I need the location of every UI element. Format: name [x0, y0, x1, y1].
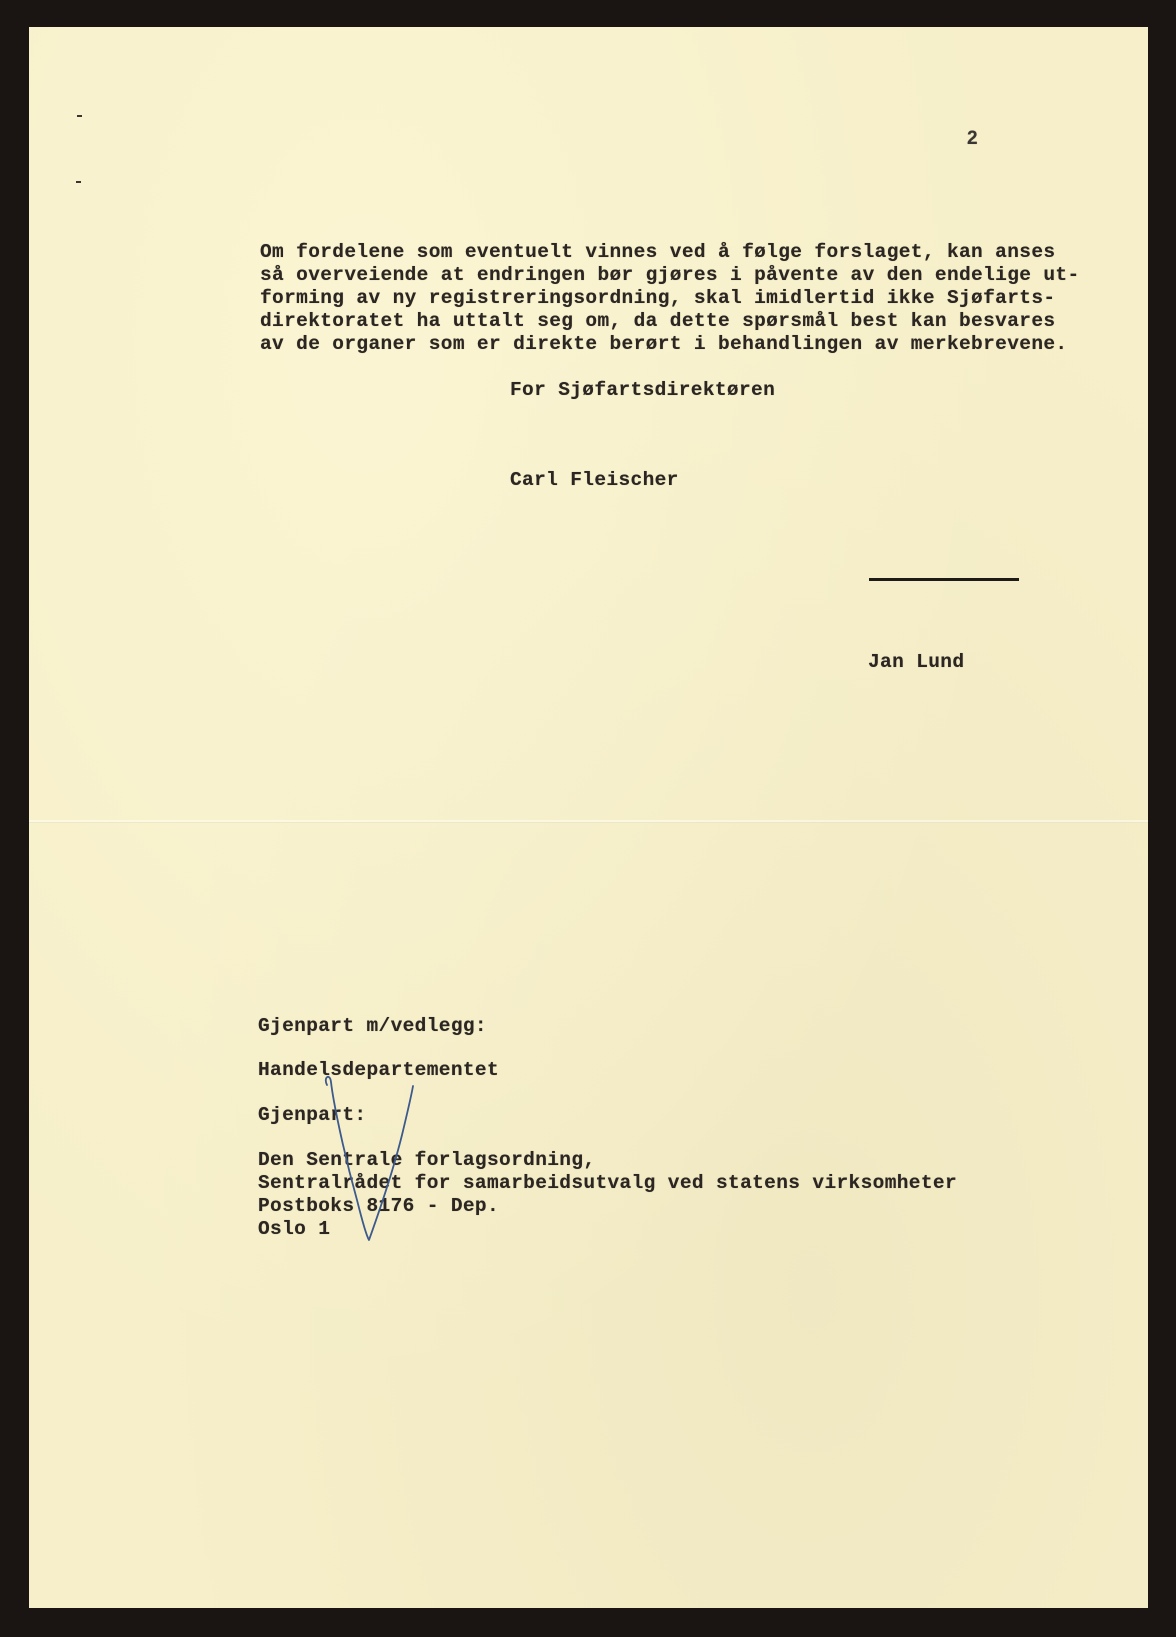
- address-line: Oslo 1: [258, 1218, 331, 1240]
- closing-line: For Sjøfartsdirektøren: [510, 379, 776, 401]
- body-line: forming av ny registreringsordning, skal imidlertid ikke Sjøfarts-: [260, 287, 1056, 309]
- body-line: direktoratet ha uttalt seg om, da dette spørsmål best kan besvares: [260, 310, 1056, 332]
- paper-fold-line: [29, 820, 1148, 823]
- body-line: så overveiende at endringen bør gjøres i påvente av den endelige ut-: [260, 264, 1080, 286]
- copy-with-attachment-label: Gjenpart m/vedlegg:: [258, 1015, 487, 1037]
- address-line: Postboks 8176 - Dep.: [258, 1195, 500, 1217]
- address-line: Sentralrådet for samarbeidsutvalg ved statens virksomheter: [258, 1172, 958, 1194]
- copy-with-attachment-recipient: Handelsdepartementet: [258, 1059, 500, 1081]
- punch-mark: [77, 115, 82, 117]
- address-line: Den Sentrale forlagsordning,: [258, 1149, 596, 1171]
- punch-mark: [76, 181, 81, 183]
- signatory-name: Carl Fleischer: [510, 469, 679, 491]
- body-line: av de organer som er direkte berørt i behandlingen av merkebrevene.: [260, 333, 1068, 355]
- page-number: 2: [967, 128, 978, 149]
- copy-label: Gjenpart:: [258, 1104, 367, 1126]
- second-signatory-name: Jan Lund: [868, 651, 965, 673]
- body-line: Om fordelene som eventuelt vinnes ved å følge forslaget, kan anses: [260, 241, 1056, 263]
- signature-rule: [869, 578, 1019, 581]
